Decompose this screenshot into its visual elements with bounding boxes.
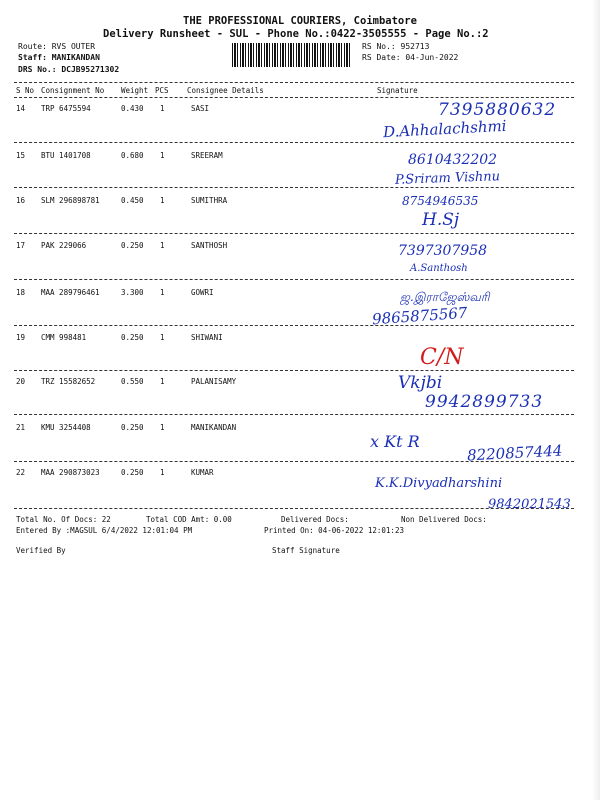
staff-label: Staff: MANIKANDAN bbox=[18, 53, 100, 62]
row-sno: 20 bbox=[16, 377, 26, 386]
row-pcs: 1 bbox=[160, 423, 165, 432]
row-pcs: 1 bbox=[160, 288, 165, 297]
row-divider bbox=[14, 370, 574, 371]
handwritten-signature: K.K.Divyadharshini bbox=[375, 476, 503, 491]
row-consignee: KUMAR bbox=[191, 468, 214, 477]
handwritten-phone: 8220857444 bbox=[466, 441, 563, 465]
row-consignment: KMU 3254408 bbox=[41, 423, 91, 432]
row-pcs: 1 bbox=[160, 377, 165, 386]
handwritten-signature: P.Sriram Vishnu bbox=[394, 169, 501, 188]
row-consignee: SREERAM bbox=[191, 151, 223, 160]
row-sno: 14 bbox=[16, 104, 26, 113]
row-weight: 0.680 bbox=[121, 151, 144, 160]
runsheet-subtitle: Delivery Runsheet - SUL - Phone No.:0422-3505555 - Page No.:2 bbox=[103, 28, 489, 40]
row-divider bbox=[14, 414, 574, 415]
row-sno: 21 bbox=[16, 423, 26, 432]
row-divider bbox=[14, 279, 574, 280]
header-rule-top bbox=[14, 82, 574, 83]
row-consignment: TRZ 15582652 bbox=[41, 377, 96, 386]
row-pcs: 1 bbox=[160, 104, 165, 113]
row-divider bbox=[14, 233, 574, 234]
row-weight: 0.250 bbox=[121, 423, 144, 432]
row-sno: 16 bbox=[16, 196, 26, 205]
row-weight: 0.550 bbox=[121, 377, 144, 386]
handwritten-signature: x Kt R bbox=[370, 432, 420, 451]
row-consignment: SLM 296898781 bbox=[41, 196, 100, 205]
row-sno: 15 bbox=[16, 151, 26, 160]
row-weight: 0.430 bbox=[121, 104, 144, 113]
row-weight: 0.250 bbox=[121, 333, 144, 342]
rs-number: RS No.: 952713 bbox=[362, 42, 430, 51]
row-consignment: MAA 290873023 bbox=[41, 468, 100, 477]
non-delivered-docs: Non Delivered Docs: bbox=[401, 515, 487, 524]
scan-edge bbox=[592, 0, 600, 800]
row-consignment: TRP 6475594 bbox=[41, 104, 91, 113]
row-consignee: SHIWANI bbox=[191, 333, 223, 342]
row-consignment: MAA 289796461 bbox=[41, 288, 100, 297]
row-consignee: MANIKANDAN bbox=[191, 423, 237, 432]
handwritten-phone: 7397307958 bbox=[398, 243, 488, 259]
col-sno: S No bbox=[16, 86, 35, 95]
col-weight: Weight bbox=[121, 86, 149, 95]
row-pcs: 1 bbox=[160, 196, 165, 205]
handwritten-phone: 9865875567 bbox=[371, 303, 468, 329]
handwritten-signature: Vkjbi bbox=[398, 373, 443, 393]
total-docs: Total No. Of Docs: 22 bbox=[16, 515, 111, 524]
handwritten-phone: 8754946535 bbox=[402, 194, 479, 208]
company-title: THE PROFESSIONAL COURIERS, Coimbatore bbox=[183, 15, 417, 27]
row-weight: 3.300 bbox=[121, 288, 144, 297]
row-divider bbox=[14, 325, 574, 326]
row-consignee: SASI bbox=[191, 104, 210, 113]
row-consignee: SUMITHRA bbox=[191, 196, 228, 205]
row-divider bbox=[14, 187, 574, 188]
row-divider bbox=[14, 142, 574, 143]
delivered-docs: Delivered Docs: bbox=[281, 515, 349, 524]
handwritten-phone: 7395880632 bbox=[438, 100, 557, 120]
col-consignee: Consignee Details bbox=[187, 86, 264, 95]
barcode bbox=[232, 43, 350, 67]
row-consignee: PALANISAMY bbox=[191, 377, 237, 386]
entered-by: Entered By :MAGSUL 6/4/2022 12:01:04 PM bbox=[16, 526, 193, 535]
row-sno: 18 bbox=[16, 288, 26, 297]
drs-label: DRS No.: DCJB95271302 bbox=[18, 65, 120, 74]
verified-by: Verified By bbox=[16, 546, 66, 555]
row-consignee: SANTHOSH bbox=[191, 241, 228, 250]
staff-signature: Staff Signature bbox=[272, 546, 340, 555]
row-pcs: 1 bbox=[160, 468, 165, 477]
row-sno: 22 bbox=[16, 468, 26, 477]
handwritten-signature: A.Santhosh bbox=[410, 263, 468, 274]
row-consignment: PAK 229066 bbox=[41, 241, 87, 250]
row-consignment: BTU 1401708 bbox=[41, 151, 91, 160]
row-weight: 0.250 bbox=[121, 468, 144, 477]
row-weight: 0.250 bbox=[121, 241, 144, 250]
col-pcs: PCS bbox=[155, 86, 169, 95]
handwritten-signature: ஜ.இராஜேஸ்வரி bbox=[400, 290, 490, 304]
handwritten-phone: 8610432202 bbox=[408, 152, 498, 168]
col-signature: Signature bbox=[377, 86, 418, 95]
row-consignment: CMM 998481 bbox=[41, 333, 87, 342]
handwritten-signature: D.Ahhalachshmi bbox=[382, 116, 507, 142]
handwritten-mark: C/N bbox=[420, 345, 464, 370]
row-sno: 19 bbox=[16, 333, 26, 342]
rs-date: RS Date: 04-Jun-2022 bbox=[362, 53, 459, 62]
row-sno: 17 bbox=[16, 241, 26, 250]
printed-on: Printed On: 04-06-2022 12:01:23 bbox=[264, 526, 404, 535]
route-label: Route: RVS OUTER bbox=[18, 42, 96, 51]
row-pcs: 1 bbox=[160, 241, 165, 250]
total-cod: Total COD Amt: 0.00 bbox=[146, 515, 232, 524]
handwritten-phone: 9842021543 bbox=[488, 497, 571, 512]
header-rule-bottom bbox=[14, 97, 574, 98]
row-pcs: 1 bbox=[160, 151, 165, 160]
row-pcs: 1 bbox=[160, 333, 165, 342]
row-weight: 0.450 bbox=[121, 196, 144, 205]
handwritten-signature: H.Sj bbox=[422, 210, 460, 230]
handwritten-phone: 9942899733 bbox=[425, 392, 544, 412]
row-consignee: GOWRI bbox=[191, 288, 214, 297]
col-consignment: Consignment No bbox=[41, 86, 105, 95]
